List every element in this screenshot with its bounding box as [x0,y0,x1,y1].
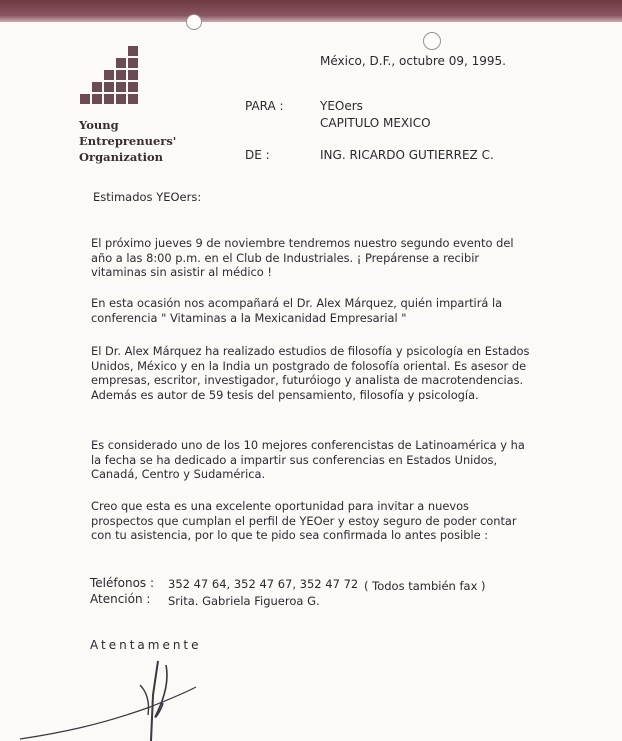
paragraph-reputation: Es considerado uno de los 10 mejores conferencistas de Latinoamérica y ha la fecha se ha dedicado a impartir sus conferencias en Estados Unidos, Canadá, Centro y Sudamérica. [91,438,525,481]
organization-name [79,117,176,165]
greeting: Estimados YEOers: [93,190,202,204]
logo-square [128,94,138,104]
logo-square [92,94,102,104]
logo-square [116,58,126,68]
org-name-line: Entreprenuers' [79,134,177,148]
paragraph-speaker: En esta ocasión nos acompañará el Dr. Alex Márquez, quién impartirá la conferencia " Vitaminas a la Mexicanidad Empresarial " [91,296,503,325]
closing: Atentamente [90,638,202,652]
logo-square [80,94,90,104]
phones-value: 352 47 64, 352 47 67, 352 47 72 [168,577,359,591]
from-label: DE : [245,148,270,162]
top-color-strip [0,0,622,22]
logo-square [116,82,126,92]
logo-square [116,70,126,80]
logo-square [116,94,126,104]
phones-note: ( Todos también fax ) [364,579,486,593]
logo-square [128,58,138,68]
logo-square [104,82,114,92]
logo-square [128,70,138,80]
place-date: México, D.F., octubre 09, 1995. [320,54,506,68]
logo-square [128,46,138,56]
org-name-line: Young [79,118,119,132]
paragraph-bio: El Dr. Alex Márquez ha realizado estudios de filosofía y psicología en Estados Unidos, México y en la India un postgrado de folosofía oriental. Es asesor de empresas, escritor, investigador, futuróiogo y analista de macrotendencias. Además es autor de 59 tesis del pensamiento, filosofía y psicología. [91,344,530,402]
logo-square [104,94,114,104]
yeo-logo [76,44,146,110]
to-label: PARA : [245,99,284,113]
to-line-1: YEOers [320,99,363,113]
punch-hole-right [423,32,441,50]
phones-label: Teléfonos : [90,576,155,590]
logo-square [104,70,114,80]
logo-square [92,82,102,92]
signature [20,655,220,741]
paragraph-event: El próximo jueves 9 de noviembre tendremos nuestro segundo evento del año a las 8:00 p.m. en el Club de Industriales. ¡ Prepárense a recibir vitaminas sin asistir al médico ! [91,236,514,279]
attention-value: Srita. Gabriela Figueroa G. [168,594,320,608]
punch-hole-left [186,14,202,30]
from-value: ING. RICARDO GUTIERREZ C. [320,148,494,162]
to-line-2: CAPITULO MEXICO [320,116,431,130]
paragraph-invitation: Creo que esta es una excelente oportunidad para invitar a nuevos prospectos que cumplan el perfil de YEOer y estoy seguro de poder contar con tu asistencia, por lo que te pido sea confirmada lo antes posible : [91,499,517,542]
org-name-line: Organization [79,150,163,164]
attention-label: Atención : [90,592,151,606]
logo-square [128,82,138,92]
